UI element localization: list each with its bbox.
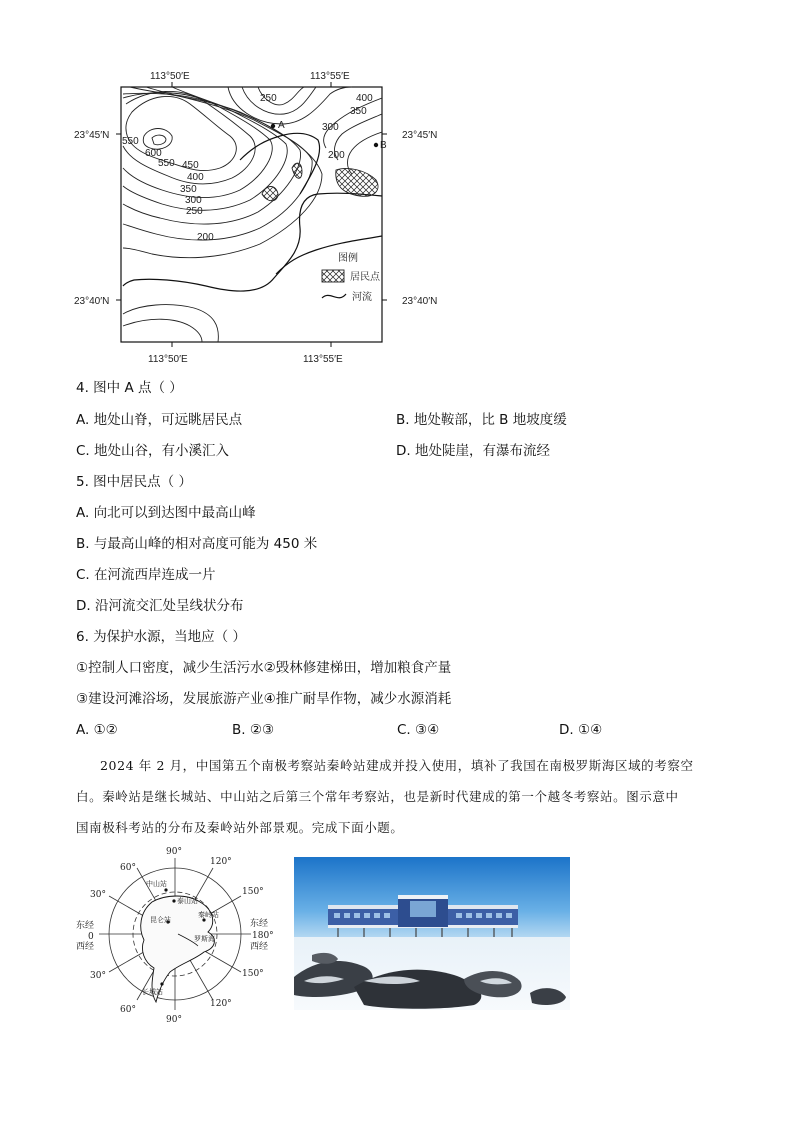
station-kunlun-label: 昆仑站 — [150, 916, 171, 924]
label-120-bottom-right: 120° — [210, 999, 232, 1009]
svg-text:200: 200 — [328, 150, 345, 161]
svg-text:350: 350 — [180, 184, 197, 195]
legend-river-label: 河流 — [352, 292, 372, 303]
svg-text:300: 300 — [185, 195, 202, 206]
point-b-label: B — [380, 140, 387, 151]
passage-line-2: 白。秦岭站是继长城站、中山站之后第三个常年考察站，也是新时代建成的第一个越冬考察站。图示意中 — [76, 789, 679, 804]
label-150-top-right: 150° — [242, 887, 264, 897]
label-west-lon-left: 西经 — [76, 942, 95, 952]
svg-text:600: 600 — [145, 148, 162, 159]
q6-statement-line2: ③建设河滩浴场，发展旅游产业④推广耐旱作物，减少水源消耗 — [76, 691, 452, 707]
ross-sea-label: 罗斯海 — [194, 935, 215, 943]
svg-text:550: 550 — [158, 158, 175, 169]
label-30-bottom-left: 30° — [90, 971, 106, 981]
lat-label-upper-right: 23°45′N — [402, 130, 438, 141]
label-90-bottom: 90° — [166, 1015, 182, 1025]
settlement-west — [262, 187, 278, 201]
lat-label-lower-right: 23°40′N — [402, 296, 438, 307]
station-changcheng-label: 长城站 — [142, 988, 163, 996]
q5-option-c[interactable]: C. 在河流西岸连成一片 — [76, 567, 216, 583]
contour-lines — [123, 87, 382, 342]
svg-text:400: 400 — [187, 172, 204, 183]
label-180: 180° — [252, 931, 274, 941]
map-legend — [322, 251, 381, 303]
passage-line-1: 2024 年 2 月，中国第五个南极考察站秦岭站建成并投入使用，填补了我国在南极罗斯海区域的考察空 — [100, 758, 694, 773]
label-east-lon-left: 东经 — [76, 921, 95, 931]
station-qinling-label: 秦岭站 — [198, 911, 219, 919]
passage-line-3: 国南极科考站的分布及秦岭站外部景观。完成下面小题。 — [76, 820, 404, 835]
topographic-map — [74, 64, 460, 369]
lon-label-top-left: 113°50′E — [150, 71, 190, 82]
antarctic-polar-map — [70, 842, 290, 1024]
svg-text:300: 300 — [322, 122, 339, 133]
q4-option-a[interactable]: A. 地处山脊，可远眺居民点 — [76, 412, 243, 428]
label-120-top-right: 120° — [210, 857, 232, 867]
svg-text:400: 400 — [356, 93, 373, 104]
q6-option-c[interactable]: C. ③④ — [397, 722, 440, 738]
label-east-lon-right: 东经 — [250, 919, 269, 929]
label-60-bottom-left: 60° — [120, 1005, 136, 1015]
q5-option-d[interactable]: D. 沿河流交汇处呈线状分布 — [76, 598, 244, 614]
point-a-marker — [271, 124, 275, 128]
label-60-top-left: 60° — [120, 863, 136, 873]
svg-text:250: 250 — [186, 206, 203, 217]
label-30-top-left: 30° — [90, 890, 106, 900]
q6-option-a[interactable]: A. ①② — [76, 722, 118, 738]
lon-label-top-right: 113°55′E — [310, 71, 350, 82]
settlement-east — [336, 168, 378, 196]
label-90-top: 90° — [166, 847, 182, 857]
q4-stem: 4. 图中 A 点（ ） — [76, 380, 183, 396]
point-b-marker — [374, 143, 378, 147]
point-a-label: A — [278, 120, 285, 131]
legend-river-swatch — [322, 294, 346, 298]
svg-text:350: 350 — [350, 106, 367, 117]
lon-label-bottom-right: 113°55′E — [303, 354, 343, 365]
q6-option-b[interactable]: B. ②③ — [232, 722, 275, 738]
lon-label-bottom-left: 113°50′E — [148, 354, 188, 365]
q5-option-b[interactable]: B. 与最高山峰的相对高度可能为 450 米 — [76, 536, 318, 552]
q6-statement-line1: ①控制人口密度，减少生活污水②毁林修建梯田，增加粮食产量 — [76, 660, 452, 676]
lat-label-lower-left: 23°40′N — [74, 296, 110, 307]
q4-option-d[interactable]: D. 地处陡崖，有瀑布流经 — [396, 443, 550, 459]
legend-title: 图例 — [338, 253, 358, 264]
svg-text:200: 200 — [197, 232, 214, 243]
label-150-bottom-right: 150° — [242, 969, 264, 979]
svg-text:250: 250 — [260, 93, 277, 104]
q5-option-a[interactable]: A. 向北可以到达图中最高山峰 — [76, 505, 256, 521]
svg-text:450: 450 — [182, 160, 199, 171]
q4-option-b[interactable]: B. 地处鞍部，比 B 地坡度缓 — [396, 412, 567, 428]
q6-stem: 6. 为保护水源，当地应（ ） — [76, 629, 246, 645]
label-west-lon-right: 西经 — [250, 942, 269, 952]
lat-label-upper-left: 23°45′N — [74, 130, 110, 141]
q6-option-d[interactable]: D. ①④ — [559, 722, 603, 738]
q5-stem: 5. 图中居民点（ ） — [76, 474, 192, 490]
station-zhongshan-label: 中山站 — [146, 880, 167, 888]
label-zero: 0 — [88, 932, 94, 942]
svg-text:550: 550 — [122, 136, 139, 147]
q4-option-c[interactable]: C. 地处山谷，有小溪汇入 — [76, 443, 230, 459]
qinling-station-photo — [294, 857, 570, 1010]
station-taishan-label: 泰山站 — [177, 897, 198, 905]
legend-settlement-swatch — [322, 270, 344, 282]
legend-settlement-label: 居民点 — [350, 272, 380, 283]
